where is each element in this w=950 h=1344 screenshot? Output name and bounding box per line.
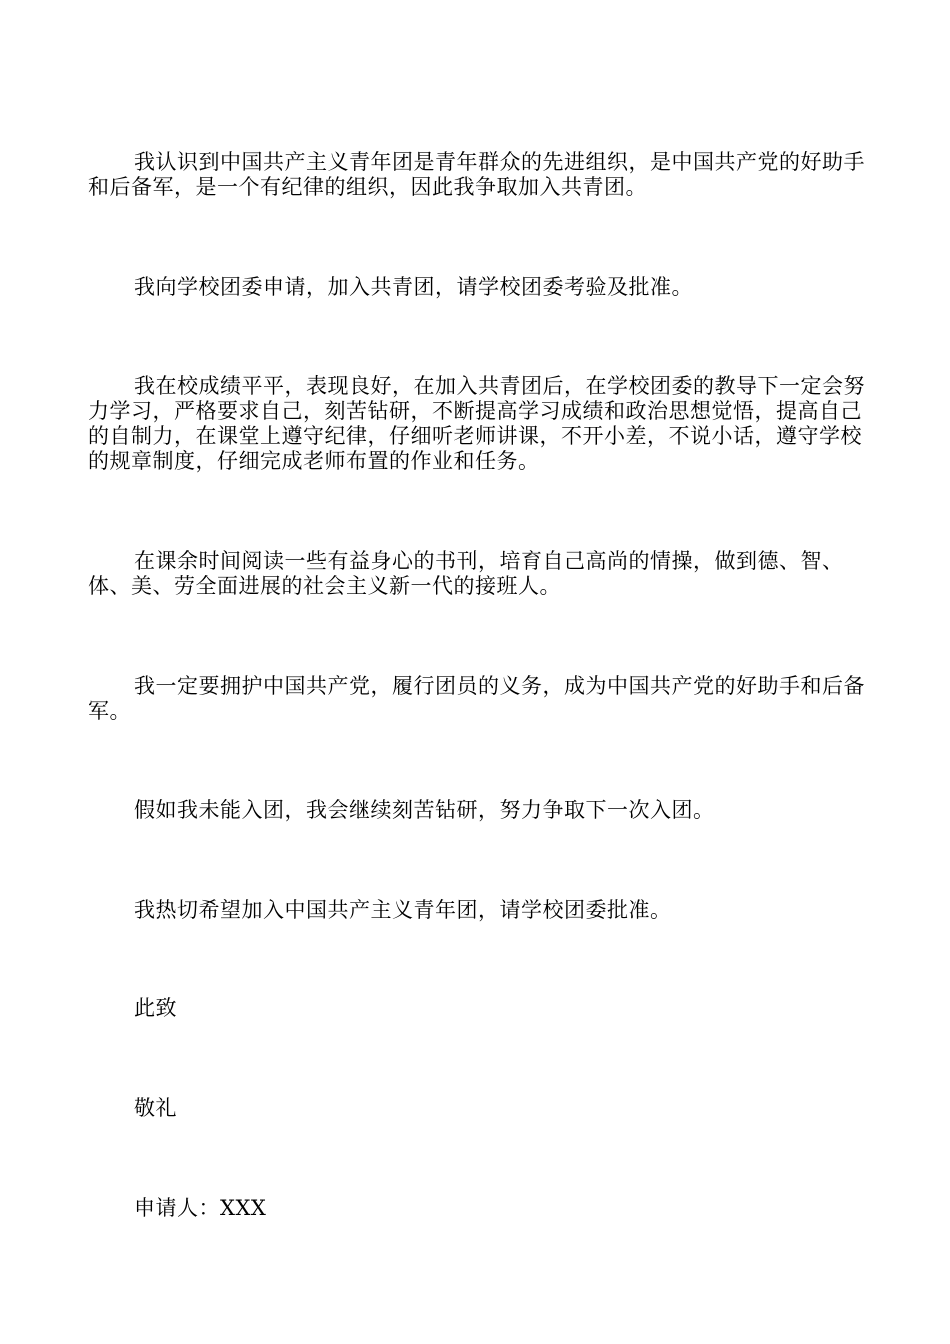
- paragraph-support-party: 我一定要拥护中国共产党，履行团员的义务，成为中国共产党的好助手和后备军。: [88, 674, 865, 723]
- paragraph-recognition: 我认识到中国共产主义青年团是青年群众的先进组织，是中国共产党的好助手和后备军，是一个有纪律的组织，因此我争取加入共青团。: [88, 150, 865, 199]
- closing-salutation-1: 此致: [134, 996, 177, 1020]
- paragraph-if-rejected: 假如我未能入团，我会继续刻苦钻研，努力争取下一次入团。: [134, 798, 715, 822]
- paragraph-commitment: 我在校成绩平平，表现良好，在加入共青团后，在学校团委的教导下一定会努力学习，严格要求自己，刻苦钻研，不断提高学习成绩和政治思想觉悟，提高自己的自制力，在课堂上遵守纪律，仔细听老师讲课，不开小差，不说小话，遵守学校的规章制度，仔细完成老师布置的作业和任务。: [88, 374, 865, 473]
- paragraph-application: 我向学校团委申请，加入共青团，请学校团委考验及批准。: [134, 275, 693, 299]
- paragraph-self-improvement: 在课余时间阅读一些有益身心的书刊，培育自己高尚的情操，做到德、智、体、美、劳全面进展的社会主义新一代的接班人。: [88, 549, 844, 598]
- closing-salutation-2: 敬礼: [134, 1096, 177, 1120]
- applicant-signature: 申请人：XXX: [134, 1196, 267, 1220]
- paragraph-request-approval: 我热切希望加入中国共产主义青年团，请学校团委批准。: [134, 898, 672, 922]
